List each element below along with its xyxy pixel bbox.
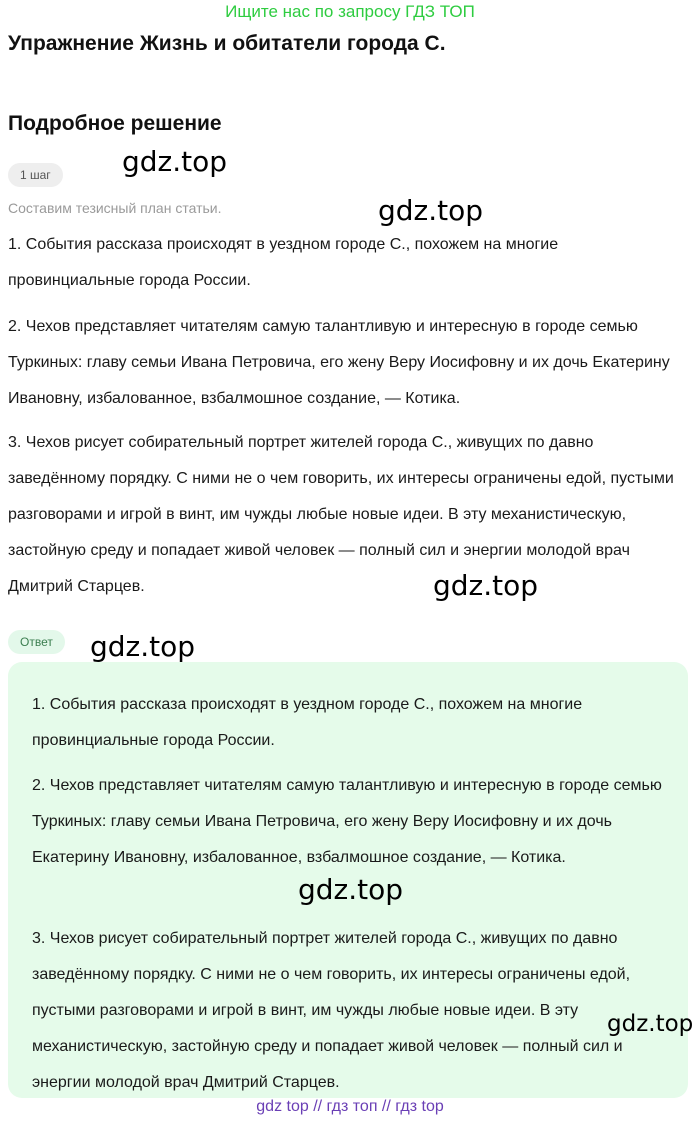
watermark: gdz.top (122, 145, 228, 178)
watermark: gdz.top (378, 194, 484, 227)
watermark: gdz.top (298, 873, 404, 906)
footer-links: gdz top // гдз топ // гдз top (256, 1098, 444, 1115)
watermark: gdz.top (433, 569, 539, 602)
solution-paragraph: 3. Чехов рисует собирательный портрет жителей города С., живущих по давно заведённому порядку. С ними не о чем говорить, их интересы ограничены едой, пустыми разговорами и игрой в винт, им чужды любые новые идеи. В эту механистическую, застойную среду и попадает живой человек — полный сил и энергии молодой врач Дмитрий Старцев. (8, 434, 674, 595)
step-hint: Составим тезисный план статьи. (8, 200, 222, 216)
step-badge: 1 шаг (8, 163, 63, 187)
answer-badge: Ответ (8, 630, 65, 654)
watermark: gdz.top (607, 1011, 694, 1037)
solution-paragraph: 1. События рассказа происходят в уездном городе С., похожем на многие провинциальные города России. (8, 236, 559, 289)
section-title: Подробное решение (8, 112, 222, 135)
answer-paragraph: 3. Чехов рисует собирательный портрет жителей города С., живущих по давно заведённому порядку. С ними не о чем говорить, их интересы ограничены едой, пустыми разговорами и игрой в винт, им чужды любые новые идеи. В эту механистическую, застойную среду и попадает живой человек — полный сил и энергии молодой врач Дмитрий Старцев. (32, 930, 631, 1091)
answer-paragraph: 2. Чехов представляет читателям самую талантливую и интересную в городе семью Туркиных: главу семьи Ивана Петровича, его жену Веру Иосифовну и их дочь Екатерину Ивановну, избалованное, взбалмошное создание, — Котика. (32, 777, 662, 866)
answer-paragraph: 1. События рассказа происходят в уездном городе С., похожем на многие провинциальные города России. (32, 696, 583, 749)
page-title: Упражнение Жизнь и обитатели города С. (8, 32, 446, 55)
watermark: gdz.top (90, 630, 196, 663)
promo-banner: Ищите нас по запросу ГДЗ ТОП (225, 2, 475, 21)
solution-paragraph: 2. Чехов представляет читателям самую талантливую и интересную в городе семью Туркиных: главу семьи Ивана Петровича, его жену Веру Иосифовну и их дочь Екатерину Ивановну, избалованное, взбалмошное создание, — Котика. (8, 318, 670, 407)
